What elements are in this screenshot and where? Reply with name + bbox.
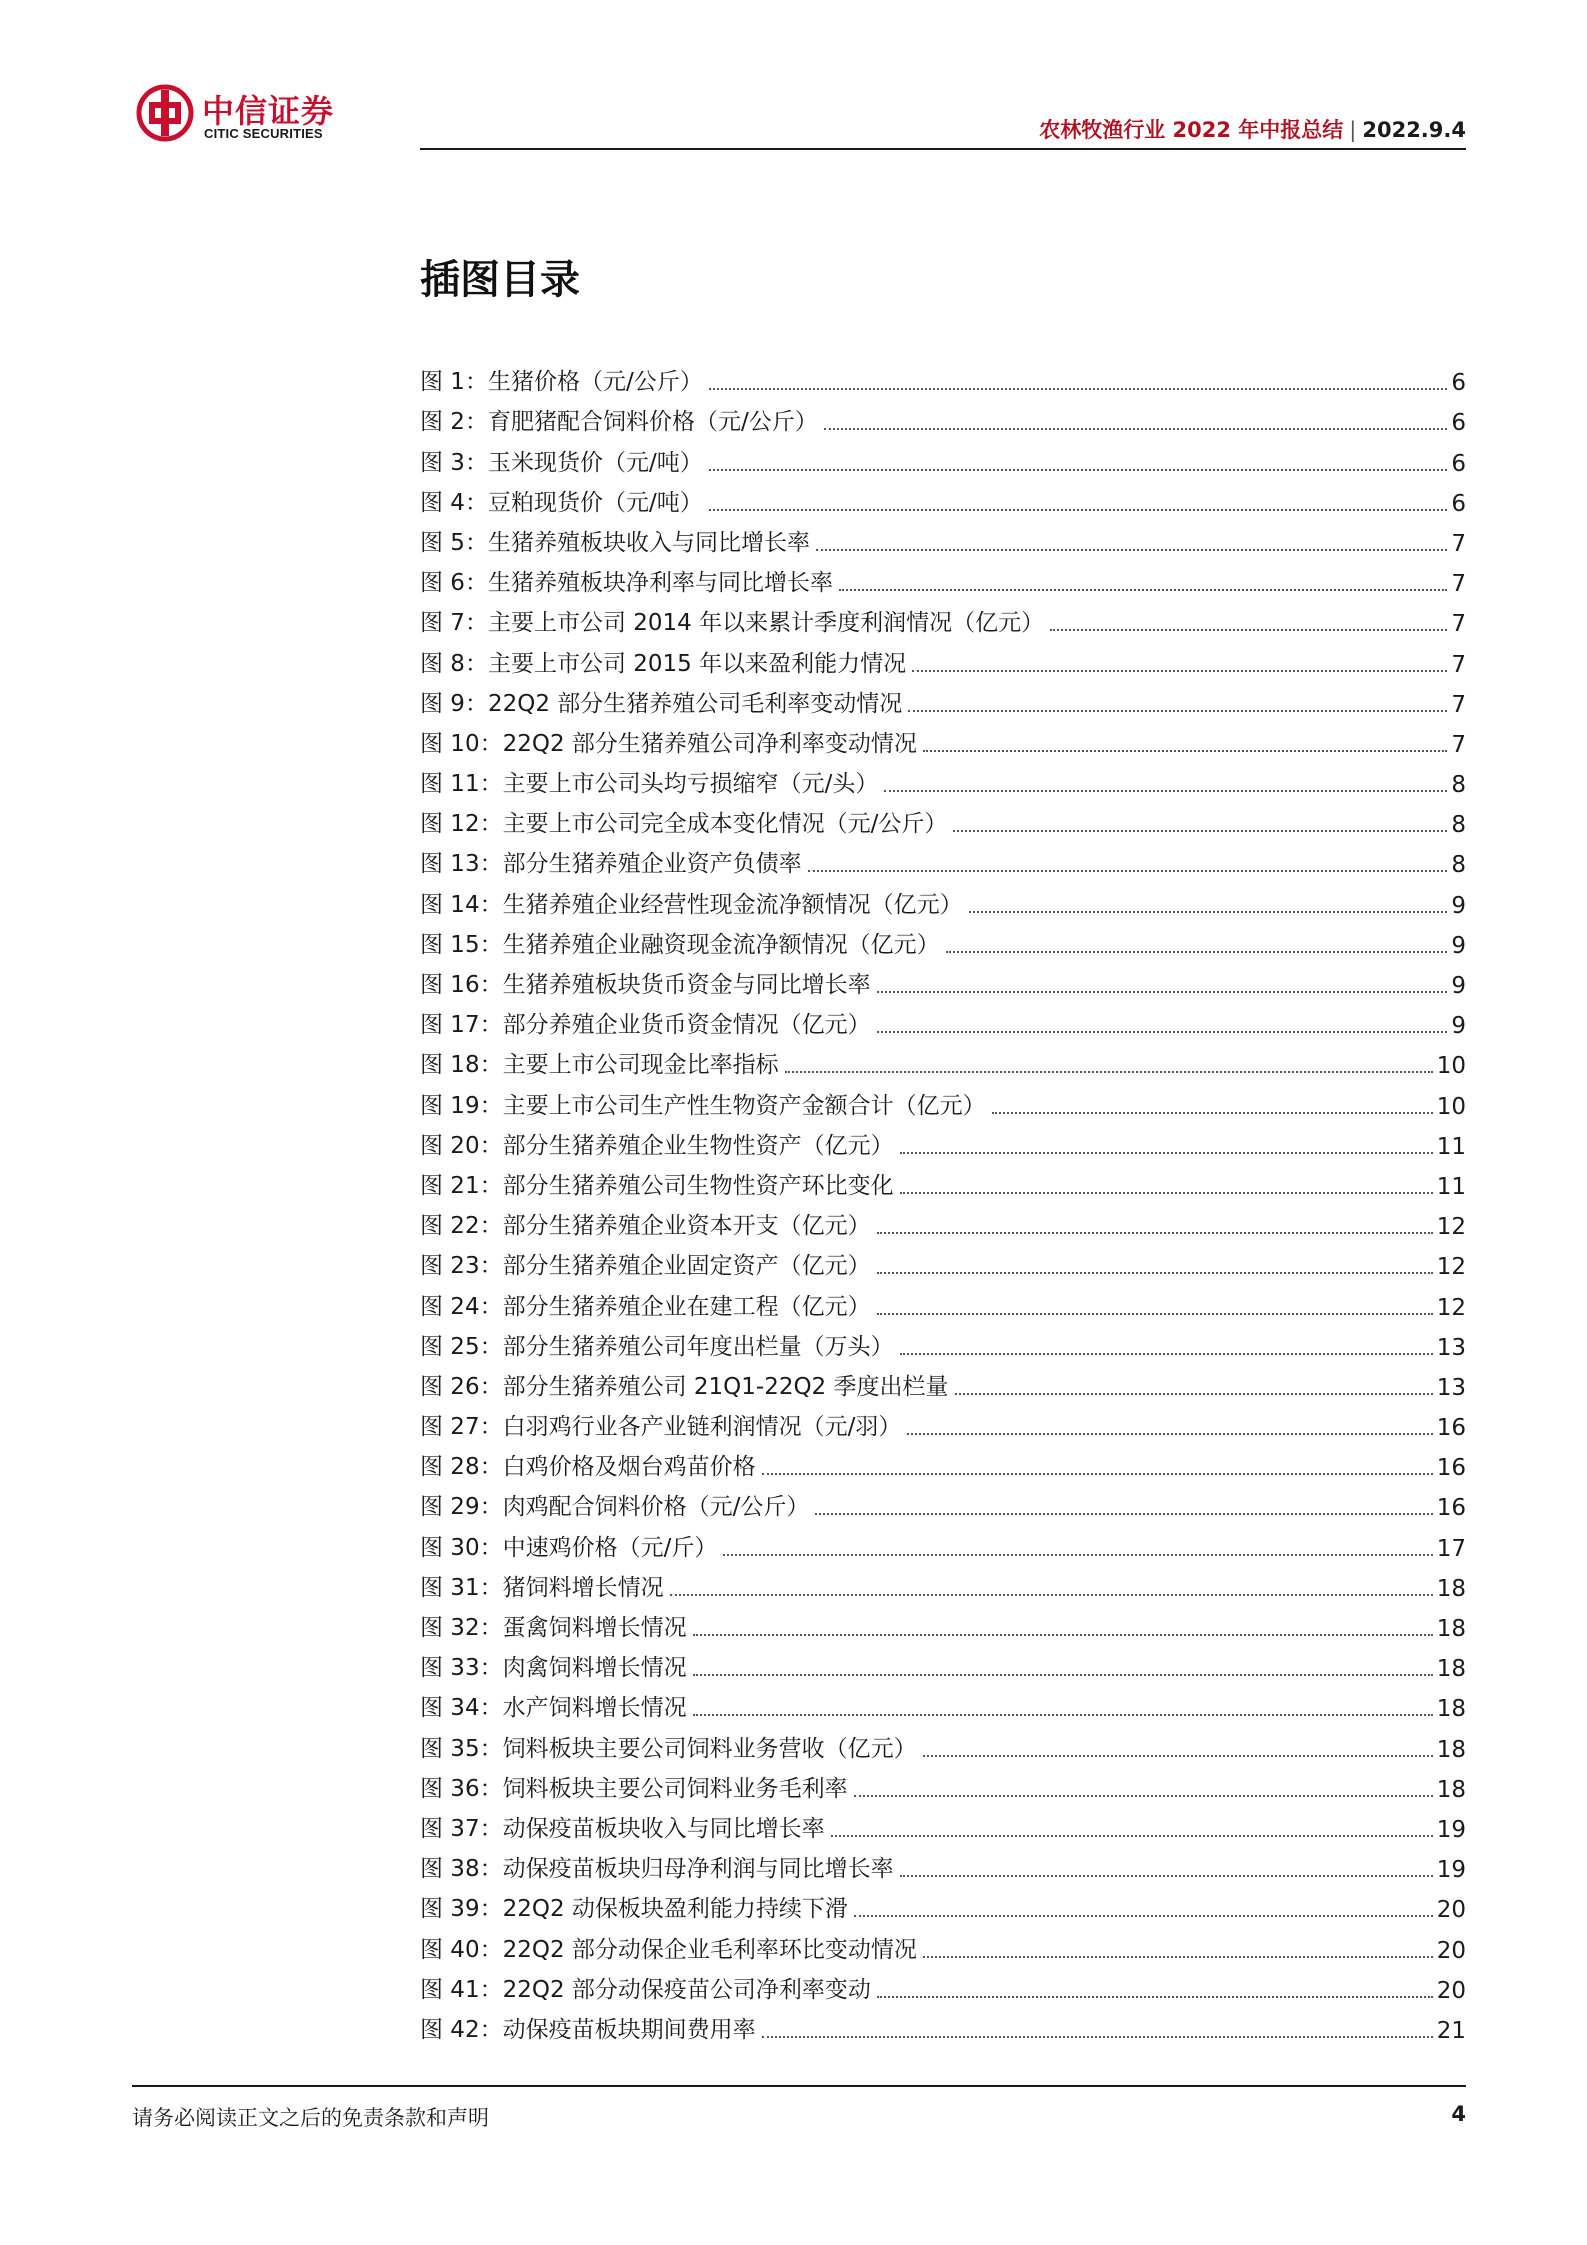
toc-entry-label: 图 15：生猪养殖企业融资现金流净额情况（亿元） [420, 931, 940, 958]
toc-dot-leader [955, 1393, 1433, 1395]
toc-entry-page: 11 [1436, 1133, 1466, 1160]
toc-dot-leader [900, 1353, 1433, 1355]
toc-entry[interactable] [420, 1361, 1466, 1401]
toc-dot-leader [900, 1152, 1433, 1154]
toc-entry-label: 图 30：中速鸡价格（元/斤） [420, 1534, 718, 1561]
footer-divider [132, 2085, 1466, 2087]
toc-entry-page: 19 [1436, 1857, 1466, 1884]
page-number: 4 [1451, 2102, 1466, 2126]
toc-entry[interactable] [420, 1321, 1466, 1361]
toc-entry[interactable] [420, 1079, 1466, 1119]
toc-entry-page: 19 [1436, 1816, 1466, 1843]
toc-entry[interactable] [420, 798, 1466, 838]
toc-dot-leader [923, 1956, 1433, 1958]
toc-entry-page: 7 [1451, 571, 1466, 598]
toc-entry-label: 图 18：主要上市公司现金比率指标 [420, 1052, 779, 1079]
toc-dot-leader [907, 1433, 1432, 1435]
toc-entry[interactable] [420, 517, 1466, 557]
toc-entry-page: 9 [1451, 892, 1466, 919]
toc-entry[interactable] [420, 1562, 1466, 1602]
toc-entry[interactable] [420, 678, 1466, 718]
toc-entry[interactable] [420, 1682, 1466, 1722]
toc-entry-label: 图 7：主要上市公司 2014 年以来累计季度利润情况（亿元） [420, 610, 1045, 637]
toc-entry[interactable] [420, 1120, 1466, 1160]
toc-entry[interactable] [420, 1883, 1466, 1923]
toc-entry-label: 图 40：22Q2 部分动保企业毛利率环比变动情况 [420, 1936, 917, 1963]
toc-entry-page: 20 [1436, 1937, 1466, 1964]
toc-dot-leader [877, 1272, 1433, 1274]
toc-dot-leader [953, 830, 1447, 832]
toc-entry-label: 图 12：主要上市公司完全成本变化情况（元/公斤） [420, 811, 948, 838]
toc-dot-leader [762, 2036, 1433, 2038]
toc-entry[interactable] [420, 1200, 1466, 1240]
toc-entry-label: 图 17：部分养殖企业货币资金情况（亿元） [420, 1012, 871, 1039]
logo-english-name: CITIC SECURITIES [204, 126, 323, 141]
toc-dot-leader [923, 750, 1447, 752]
toc-dot-leader [824, 428, 1448, 430]
toc-entry[interactable] [420, 758, 1466, 798]
toc-dot-leader [693, 1714, 1433, 1716]
toc-dot-leader [877, 1313, 1433, 1315]
toc-entry-label: 图 2：育肥猪配合饲料价格（元/公斤） [420, 409, 818, 436]
toc-entry-label: 图 28：白鸡价格及烟台鸡苗价格 [420, 1454, 756, 1481]
toc-entry[interactable] [420, 1401, 1466, 1441]
toc-entry-label: 图 13：部分生猪养殖企业资产负债率 [420, 851, 802, 878]
toc-dot-leader [912, 670, 1447, 672]
toc-entry-label: 图 23：部分生猪养殖企业固定资产（亿元） [420, 1253, 871, 1280]
toc-entry-page: 7 [1451, 651, 1466, 678]
toc-entry-page: 12 [1436, 1254, 1466, 1281]
toc-entry-label: 图 29：肉鸡配合饲料价格（元/公斤） [420, 1494, 810, 1521]
toc-entry[interactable] [420, 557, 1466, 597]
toc-entry-label: 图 27：白羽鸡行业各产业链利润情况（元/羽） [420, 1414, 902, 1441]
toc-entry-page: 10 [1436, 1093, 1466, 1120]
toc-entry-page: 9 [1451, 1013, 1466, 1040]
company-logo [136, 84, 376, 144]
toc-dot-leader [1050, 629, 1447, 631]
toc-dot-leader [900, 1875, 1433, 1877]
toc-entry-label: 图 36：饲料板块主要公司饲料业务毛利率 [420, 1775, 848, 1802]
toc-entry-label: 图 1：生猪价格（元/公斤） [420, 369, 703, 396]
toc-entry[interactable] [420, 1039, 1466, 1079]
report-header [1039, 114, 1466, 144]
toc-entry-label: 图 4：豆粕现货价（元/吨） [420, 489, 703, 516]
toc-entry-label: 图 41：22Q2 部分动保疫苗公司净利率变动 [420, 1976, 871, 2003]
header-divider [420, 148, 1466, 150]
toc-entry-page: 12 [1436, 1214, 1466, 1241]
toc-dot-leader [877, 1031, 1448, 1033]
report-date: 2022.9.4 [1362, 118, 1466, 142]
toc-dot-leader [877, 1996, 1433, 1998]
toc-entry-page: 6 [1451, 370, 1466, 397]
toc-entry-label: 图 8：主要上市公司 2015 年以来盈利能力情况 [420, 650, 907, 677]
toc-entry-page: 18 [1436, 1616, 1466, 1642]
toc-dot-leader [854, 1915, 1433, 1917]
report-title: 农林牧渔行业 2022 年中报总结 [1039, 118, 1344, 142]
toc-entry-page: 18 [1436, 1696, 1466, 1723]
toc-entry-label: 图 31：猪饲料增长情况 [420, 1574, 664, 1601]
toc-entry-page: 11 [1436, 1173, 1466, 1200]
toc-entry[interactable] [420, 999, 1466, 1039]
toc-dot-leader [808, 870, 1448, 872]
toc-entry-label: 图 24：部分生猪养殖企业在建工程（亿元） [420, 1293, 871, 1320]
toc-entry[interactable] [420, 1280, 1466, 1320]
toc-entry-page: 6 [1451, 410, 1466, 437]
toc-dot-leader [831, 1835, 1433, 1837]
toc-dot-leader [709, 469, 1448, 471]
toc-dot-leader [693, 1634, 1433, 1636]
toc-entry-label: 图 35：饲料板块主要公司饲料业务营收（亿元） [420, 1735, 917, 1762]
toc-dot-leader [670, 1594, 1433, 1596]
toc-entry-label: 图 20：部分生猪养殖企业生物性资产（亿元） [420, 1132, 894, 1159]
toc-dot-leader [785, 1071, 1433, 1073]
toc-dot-leader [762, 1473, 1433, 1475]
toc-entry-page: 17 [1436, 1535, 1466, 1562]
toc-dot-leader [877, 991, 1448, 993]
toc-entry-label: 图 5：生猪养殖板块收入与同比增长率 [420, 529, 810, 556]
toc-dot-leader [877, 1232, 1433, 1234]
toc-entry-page: 20 [1436, 1977, 1466, 2004]
toc-entry[interactable] [420, 1843, 1466, 1883]
toc-entry[interactable] [420, 1642, 1466, 1682]
toc-entry-label: 图 42：动保疫苗板块期间费用率 [420, 2016, 756, 2043]
toc-dot-leader [709, 509, 1448, 511]
toc-entry-page: 18 [1436, 1776, 1466, 1803]
toc-dot-leader [693, 1674, 1433, 1676]
logo-chinese-name: 中信证券 [202, 92, 335, 130]
toc-entry-page: 16 [1436, 1415, 1466, 1442]
toc-entry-page: 6 [1451, 490, 1466, 517]
toc-entry-label: 图 9：22Q2 部分生猪养殖公司毛利率变动情况 [420, 690, 903, 717]
toc-entry[interactable] [420, 436, 1466, 476]
toc-dot-leader [946, 951, 1448, 953]
toc-entry-page: 9 [1451, 932, 1466, 959]
toc-dot-leader [992, 1112, 1433, 1114]
toc-entry-label: 图 22：部分生猪养殖企业资本开支（亿元） [420, 1213, 871, 1240]
toc-dot-leader [815, 1513, 1432, 1515]
toc-entry-label: 图 16：生猪养殖板块货币资金与同比增长率 [420, 972, 871, 998]
toc-entry[interactable] [420, 878, 1466, 918]
toc-entry[interactable] [420, 919, 1466, 959]
toc-entry[interactable] [420, 959, 1466, 999]
toc-dot-leader [923, 1755, 1433, 1757]
toc-entry-page: 16 [1436, 1495, 1466, 1522]
toc-entry-page: 8 [1451, 852, 1466, 879]
toc-dot-leader [709, 388, 1448, 390]
toc-entry[interactable] [420, 1441, 1466, 1481]
toc-entry-label: 图 26：部分生猪养殖公司 21Q1-22Q2 季度出栏量 [420, 1373, 949, 1400]
citic-logo-icon [136, 84, 194, 142]
toc-entry-label: 图 21：部分生猪养殖公司生物性资产环比变化 [420, 1172, 894, 1199]
toc-dot-leader [884, 790, 1447, 792]
toc-entry-label: 图 25：部分生猪养殖公司年度出栏量（万头） [420, 1333, 894, 1360]
page-title: 插图目录 [420, 257, 580, 303]
toc-dot-leader [854, 1795, 1433, 1797]
toc-entry[interactable] [420, 637, 1466, 677]
toc-entry-label: 图 37：动保疫苗板块收入与同比增长率 [420, 1815, 825, 1842]
toc-entry-label: 图 38：动保疫苗板块归母净利润与同比增长率 [420, 1856, 894, 1883]
toc-entry[interactable] [420, 1923, 1466, 1963]
toc-entry-page: 16 [1436, 1455, 1466, 1482]
toc-entry-page: 6 [1451, 450, 1466, 477]
toc-entry-label: 图 19：主要上市公司生产性生物资产金额合计（亿元） [420, 1092, 986, 1119]
toc-entry-page: 18 [1436, 1736, 1466, 1763]
toc-entry-page: 18 [1436, 1575, 1466, 1602]
toc-entry[interactable] [420, 1240, 1466, 1280]
disclaimer-note: 请务必阅读正文之后的免责条款和声明 [132, 2106, 489, 2130]
toc-entry[interactable] [420, 1803, 1466, 1843]
toc-dot-leader [816, 549, 1447, 551]
toc-entry-label: 图 14：生猪养殖企业经营性现金流净额情况（亿元） [420, 891, 963, 918]
toc-entry-label: 图 10：22Q2 部分生猪养殖公司净利率变动情况 [420, 730, 917, 757]
toc-entry-page: 21 [1436, 2017, 1466, 2044]
toc-entry[interactable] [420, 718, 1466, 758]
toc-entry-page: 7 [1451, 731, 1466, 758]
toc-entry-page: 20 [1436, 1897, 1466, 1924]
toc-entry-page: 8 [1451, 772, 1466, 799]
toc-entry[interactable] [420, 1481, 1466, 1521]
toc-entry[interactable] [420, 1964, 1466, 2004]
toc-entry[interactable] [420, 2004, 1466, 2044]
toc-dot-leader [969, 911, 1448, 913]
toc-entry[interactable] [420, 477, 1466, 517]
toc-entry-label: 图 11：主要上市公司头均亏损缩窄（元/头） [420, 771, 879, 798]
toc-entry[interactable] [420, 1602, 1466, 1642]
toc-entry-page: 8 [1451, 812, 1466, 839]
toc-entry[interactable] [420, 597, 1466, 637]
toc-entry-page: 18 [1436, 1656, 1466, 1683]
toc-entry-page: 13 [1436, 1334, 1466, 1361]
toc-dot-leader [908, 710, 1447, 712]
toc-entry-label: 图 39：22Q2 动保板块盈利能力持续下滑 [420, 1896, 848, 1923]
figure-list [420, 356, 1466, 2044]
toc-entry-page: 7 [1451, 530, 1466, 557]
toc-dot-leader [900, 1192, 1433, 1194]
toc-entry-label: 图 3：玉米现货价（元/吨） [420, 449, 703, 476]
toc-entry-page: 7 [1451, 611, 1466, 638]
toc-entry-label: 图 32：蛋禽饲料增长情况 [420, 1615, 687, 1641]
toc-entry-label: 图 33：肉禽饲料增长情况 [420, 1655, 687, 1682]
toc-dot-leader [839, 589, 1447, 591]
toc-entry[interactable] [420, 1160, 1466, 1200]
toc-entry[interactable] [420, 838, 1466, 878]
toc-entry-page: 12 [1436, 1294, 1466, 1321]
toc-entry-label: 图 6：生猪养殖板块净利率与同比增长率 [420, 570, 833, 597]
toc-entry[interactable] [420, 396, 1466, 436]
header-separator: | [1349, 118, 1357, 142]
toc-entry-page: 7 [1451, 691, 1466, 718]
toc-entry[interactable] [420, 356, 1466, 396]
toc-dot-leader [723, 1554, 1432, 1556]
toc-entry-page: 10 [1436, 1053, 1466, 1080]
toc-entry-page: 9 [1451, 973, 1466, 999]
toc-entry-page: 13 [1436, 1374, 1466, 1401]
toc-entry[interactable] [420, 1763, 1466, 1803]
toc-entry[interactable] [420, 1521, 1466, 1561]
toc-entry-label: 图 34：水产饲料增长情况 [420, 1695, 687, 1722]
toc-entry[interactable] [420, 1722, 1466, 1762]
